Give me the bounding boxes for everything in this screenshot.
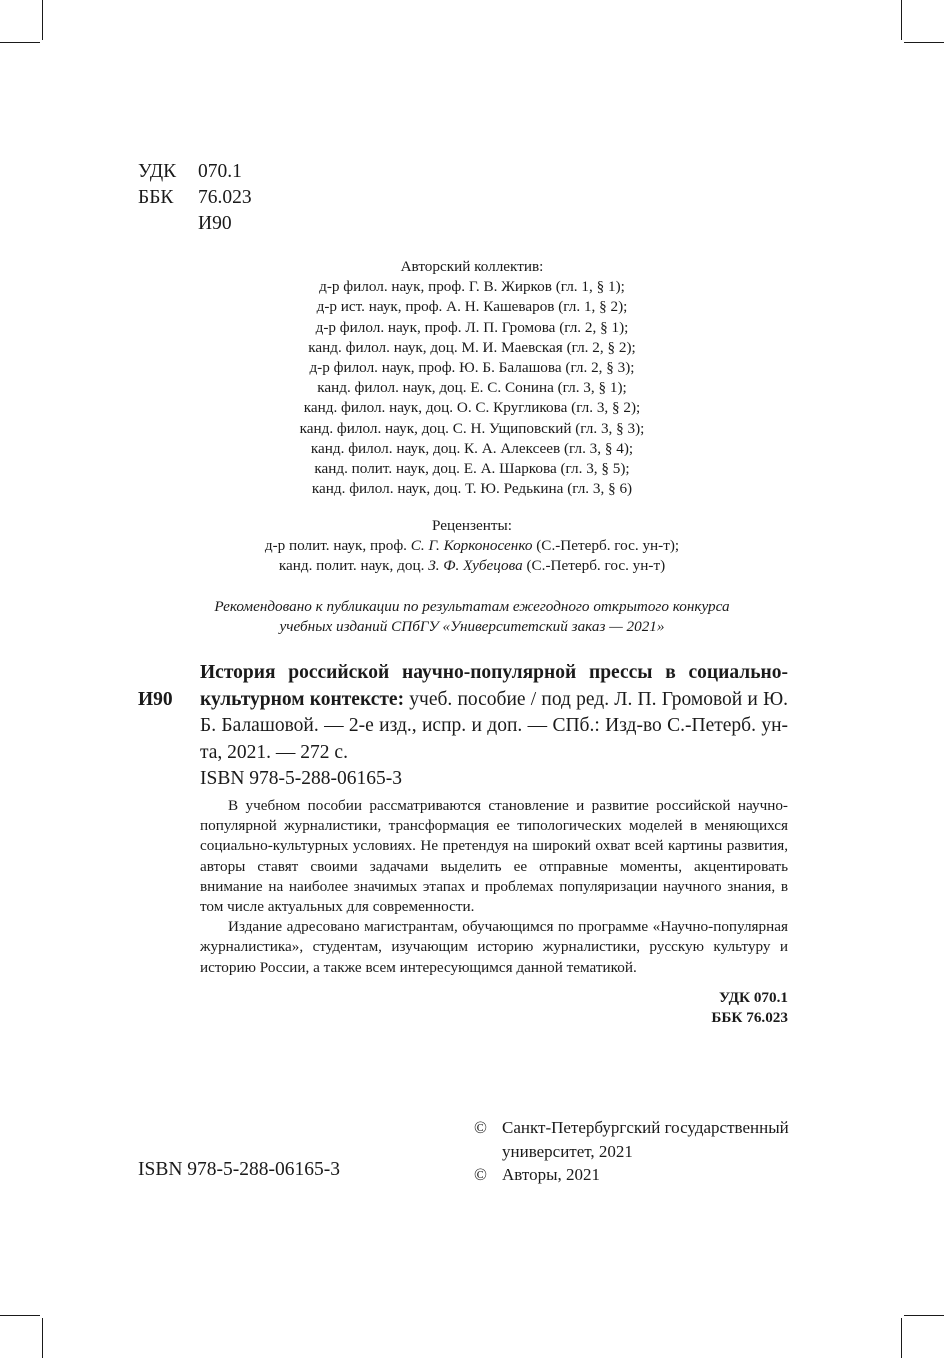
- authors-section: [160, 257, 784, 499]
- author-line: канд. филол. наук, доц. О. С. Кругликова (гл. 3, § 2);: [303, 399, 641, 417]
- isbn-line: ISBN 978-5-288-06165-3: [200, 768, 403, 789]
- crop-mark-bottom-left: [42, 1318, 43, 1358]
- copyright-row: [474, 1163, 794, 1187]
- abstract-paragraph: Издание адресовано магистрантам, обучающимся по программе «Научно-популярная журналистика», студентам, изучающим историю журналистики, русскую культуру и историю России, а также всем интересующимся данной тематикой.: [200, 918, 788, 976]
- crop-mark-top-right-h: [904, 42, 944, 43]
- reviewer-line: [160, 536, 784, 556]
- reviewer-name: С. Г. Корконосенко: [410, 537, 533, 555]
- author-line: канд. филол. наук, доц. Т. Ю. Редькина (гл. 3, § 6): [311, 480, 633, 498]
- authors-heading: Авторский коллектив:: [400, 258, 544, 275]
- bibliographic-record: [200, 660, 788, 793]
- udk-value: 070.1: [198, 161, 242, 182]
- crop-mark-bottom-right: [901, 1318, 902, 1358]
- copyright-symbol: ©: [474, 1118, 487, 1137]
- reviewer-name: З. Ф. Хубецова: [428, 557, 523, 575]
- reviewer-prefix: канд. полит. наук, доц.: [278, 557, 429, 575]
- isbn-bottom: ISBN 978-5-288-06165-3: [138, 1159, 341, 1180]
- crop-mark-bottom-right-h: [904, 1315, 944, 1316]
- author-sign-row: [138, 211, 252, 237]
- bbk-summary-line: ББК 76.023: [711, 1009, 788, 1027]
- crop-mark-top-right: [901, 0, 902, 40]
- reviewers-section: [160, 516, 784, 577]
- copyright-holder: Санкт-Петербургский государственный университет, 2021: [502, 1118, 789, 1161]
- author-line: канд. филол. наук, доц. К. А. Алексеев (гл. 3, § 4);: [310, 439, 634, 457]
- reviewer-line: [160, 556, 784, 576]
- author-line: канд. филол. наук, доц. Е. С. Сонина (гл. 3, § 1);: [317, 379, 627, 397]
- bbk-value: 76.023: [198, 187, 252, 208]
- reviewer-prefix: д-р полит. наук, проф.: [264, 537, 411, 555]
- book-details: учеб. пособие / под ред. Л. П. Громовой и Ю. Б. Балашовой. — 2-е изд., испр. и доп. — СПб.: Изд-во С.-Петерб. ун-та, 2021. — 272 с.: [200, 688, 788, 763]
- author-line: канд. филол. наук, доц. М. И. Маевская (гл. 2, § 2);: [308, 338, 636, 356]
- catalog-code: И90: [138, 689, 173, 710]
- copyright-row: [474, 1116, 794, 1163]
- copyright-block: [474, 1116, 794, 1187]
- crop-mark-top-left-h: [0, 42, 40, 43]
- author-sign-value: И90: [198, 213, 232, 234]
- udk-label: УДК: [138, 161, 177, 182]
- author-sign-label: [138, 211, 198, 237]
- crop-mark-bottom-left-h: [0, 1315, 40, 1316]
- reviewer-affiliation: (С.-Петерб. гос. ун-т): [522, 557, 666, 575]
- abstract-paragraph: В учебном пособии рассматриваются становление и развитие российской научно-популярной журналистики, трансформация ее типологических моделей в меняющихся социально-культурных условиях. Не претендуя на широкий охват всей картины развития, авторы ставят своими задачами выделить ее отправные моменты, акцентировать внимание на наиболее значимых этапах и проблемах популяризации научного знания, в том числе актуальных для современности.: [200, 797, 788, 916]
- crop-mark-top-left: [42, 0, 43, 40]
- author-line: д-р ист. наук, проф. А. Н. Кашеваров (гл. 1, § 2);: [316, 298, 628, 316]
- udk-summary-line: УДК 070.1: [718, 989, 788, 1006]
- udk-row: [138, 159, 252, 185]
- recommendation-line: Рекомендовано к публикации по результатам ежегодного открытого конкурса: [214, 598, 730, 615]
- copyright-holder: Авторы, 2021: [502, 1165, 601, 1184]
- recommendation-line: учебных изданий СПбГУ «Университетский заказ — 2021»: [279, 618, 665, 636]
- author-line: д-р филол. наук, проф. Г. В. Жирков (гл. 1, § 1);: [319, 278, 625, 296]
- udk-summary: [600, 988, 788, 1028]
- author-line: канд. филол. наук, доц. С. Н. Ущиповский (гл. 3, § 3);: [299, 419, 645, 437]
- book-title: История российской научно-популярной прессы в социально-культурном контексте:: [200, 662, 788, 710]
- author-line: канд. полит. наук, доц. Е. А. Шаркова (гл. 3, § 5);: [314, 460, 630, 478]
- reviewer-affiliation: (С.-Петерб. гос. ун-т);: [532, 537, 680, 555]
- bbk-row: [138, 185, 252, 211]
- recommendation-note: [160, 597, 784, 637]
- bibliographic-entry: [200, 660, 788, 766]
- udk-block: [138, 159, 252, 237]
- reviewers-heading: Рецензенты:: [432, 517, 512, 534]
- author-line: д-р филол. наук, проф. Ю. Б. Балашова (гл. 2, § 3);: [309, 359, 635, 377]
- abstract: [200, 796, 788, 978]
- bbk-label: ББК: [138, 187, 174, 208]
- author-line: д-р филол. наук, проф. Л. П. Громова (гл. 2, § 1);: [315, 318, 629, 336]
- copyright-symbol: ©: [474, 1165, 487, 1184]
